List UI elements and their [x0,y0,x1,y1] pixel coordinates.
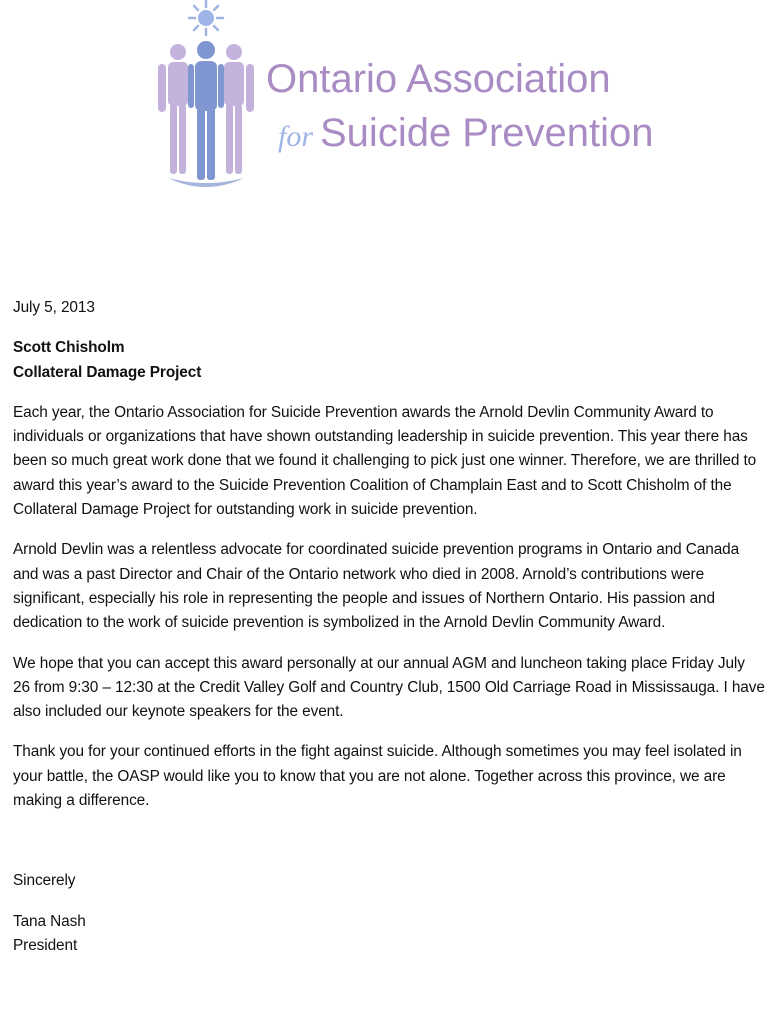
body-paragraph-1: Each year, the Ontario Association for Suicide Prevention awards the Arnold Devlin Community Award to individuals or organizations that have shown outstanding leadership in suicide prevention. This year there has been so much great work done that we found it challenging to pick just one winner. Therefore, we are thrilled to award this year’s award to the Suicide Prevention Coalition of Champlain East and to Scott Chisholm of the Collateral Damage Project for outstanding work in suicide prevention. [13,403,757,519]
org-name-line1: Ontario Association [266,57,611,101]
oasp-logo [150,0,654,200]
sun-icon [189,1,223,35]
base-swoosh-icon [168,178,244,187]
org-name-for: for [278,120,314,153]
signer-name: Tana Nash [13,912,86,930]
body-paragraph-4: Thank you for your continued efforts in the fight against suicide. Although sometimes you may feel isolated in your battle, the OASP would like you to know that you are not alone. Together across this province, we are making a difference. [13,743,742,810]
signature-block [13,910,765,959]
center-figure-icon [188,41,224,180]
recipient-block [13,336,765,385]
signer-title: President [13,936,78,954]
letterhead [150,0,654,200]
closing-salutation: Sincerely [13,872,76,890]
recipient-name: Scott Chisholm [13,339,125,357]
letter-date: July 5, 2013 [13,299,95,316]
right-figure-icon [224,44,254,174]
body-paragraph-3: We hope that you can accept this award personally at our annual AGM and luncheon taking place Friday July 26 from 9:30 – 12:30 at the Credit Valley Golf and Country Club, 1500 Old Carriage Road in Mississauga. I have also included our keynote speakers for the event. [13,654,765,721]
left-figure-icon [158,44,188,174]
org-name-line2: Suicide Prevention [320,111,654,155]
recipient-organization: Collateral Damage Project [13,363,202,381]
body-paragraph-2: Arnold Devlin was a relentless advocate for coordinated suicide prevention programs in Ontario and Canada and was a past Director and Chair of the Ontario network who died in 2008. Arnold’s contributions were significant, especially his role in representing the people and issues of Northern Ontario. His passion and dedication to the work of suicide prevention is symbolized in the Arnold Devlin Community Award. [13,541,740,632]
letter-body [13,296,765,958]
